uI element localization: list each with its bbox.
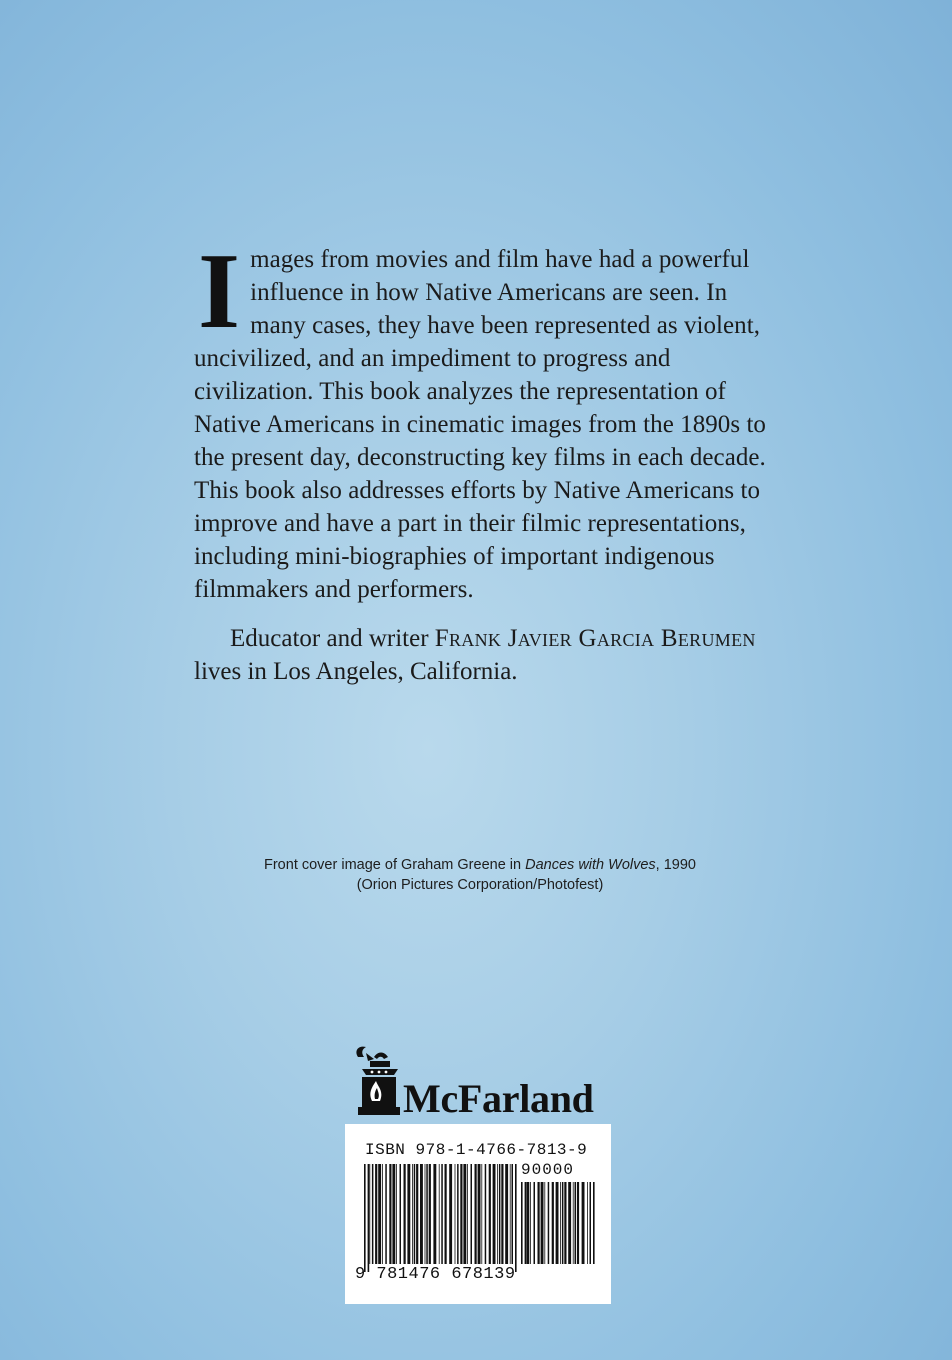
blurb-text: mages from movies and film have had a powerful influence in how Native Americans are seen. In many cases, they have been represented as violent, uncivilized, and an impediment to progress and civilization. This book analyzes the representation of Native Americans in cinematic images from the 1890s to the present day, deconstructing key films in each decade. This book also addresses efforts by Native Americans to improve and have a part in their filmic representations, including mini-biographies of important indigenous filmmakers and performers. <box>194 246 766 603</box>
cover-image-caption <box>200 855 760 895</box>
isbn-barcode <box>345 1124 611 1304</box>
bio-prefix: Educator and writer <box>230 625 435 652</box>
bio-location: lives in Los Angeles, California. <box>194 658 518 685</box>
caption-prefix: Front cover image of Graham Greene in <box>264 857 526 873</box>
caption-year: , 1990 <box>655 857 696 873</box>
publisher-name: McFarland <box>403 1076 594 1121</box>
film-title: Dances with Wolves <box>525 857 656 873</box>
lantern-icon <box>348 1045 400 1117</box>
price-code: 90000 <box>521 1161 575 1179</box>
isbn-label: ISBN 978-1-4766-7813-9 <box>365 1141 588 1159</box>
back-cover-blurb <box>194 232 774 606</box>
photo-credit: (Orion Pictures Corporation/Photofest) <box>356 877 604 893</box>
author-name: Frank Javier Garcia Berumen <box>434 625 756 652</box>
author-bio <box>194 622 794 688</box>
publisher-logo <box>348 1045 618 1121</box>
drop-cap: I <box>198 232 241 351</box>
isbn-digits: 9 781476 678139 <box>355 1265 516 1284</box>
